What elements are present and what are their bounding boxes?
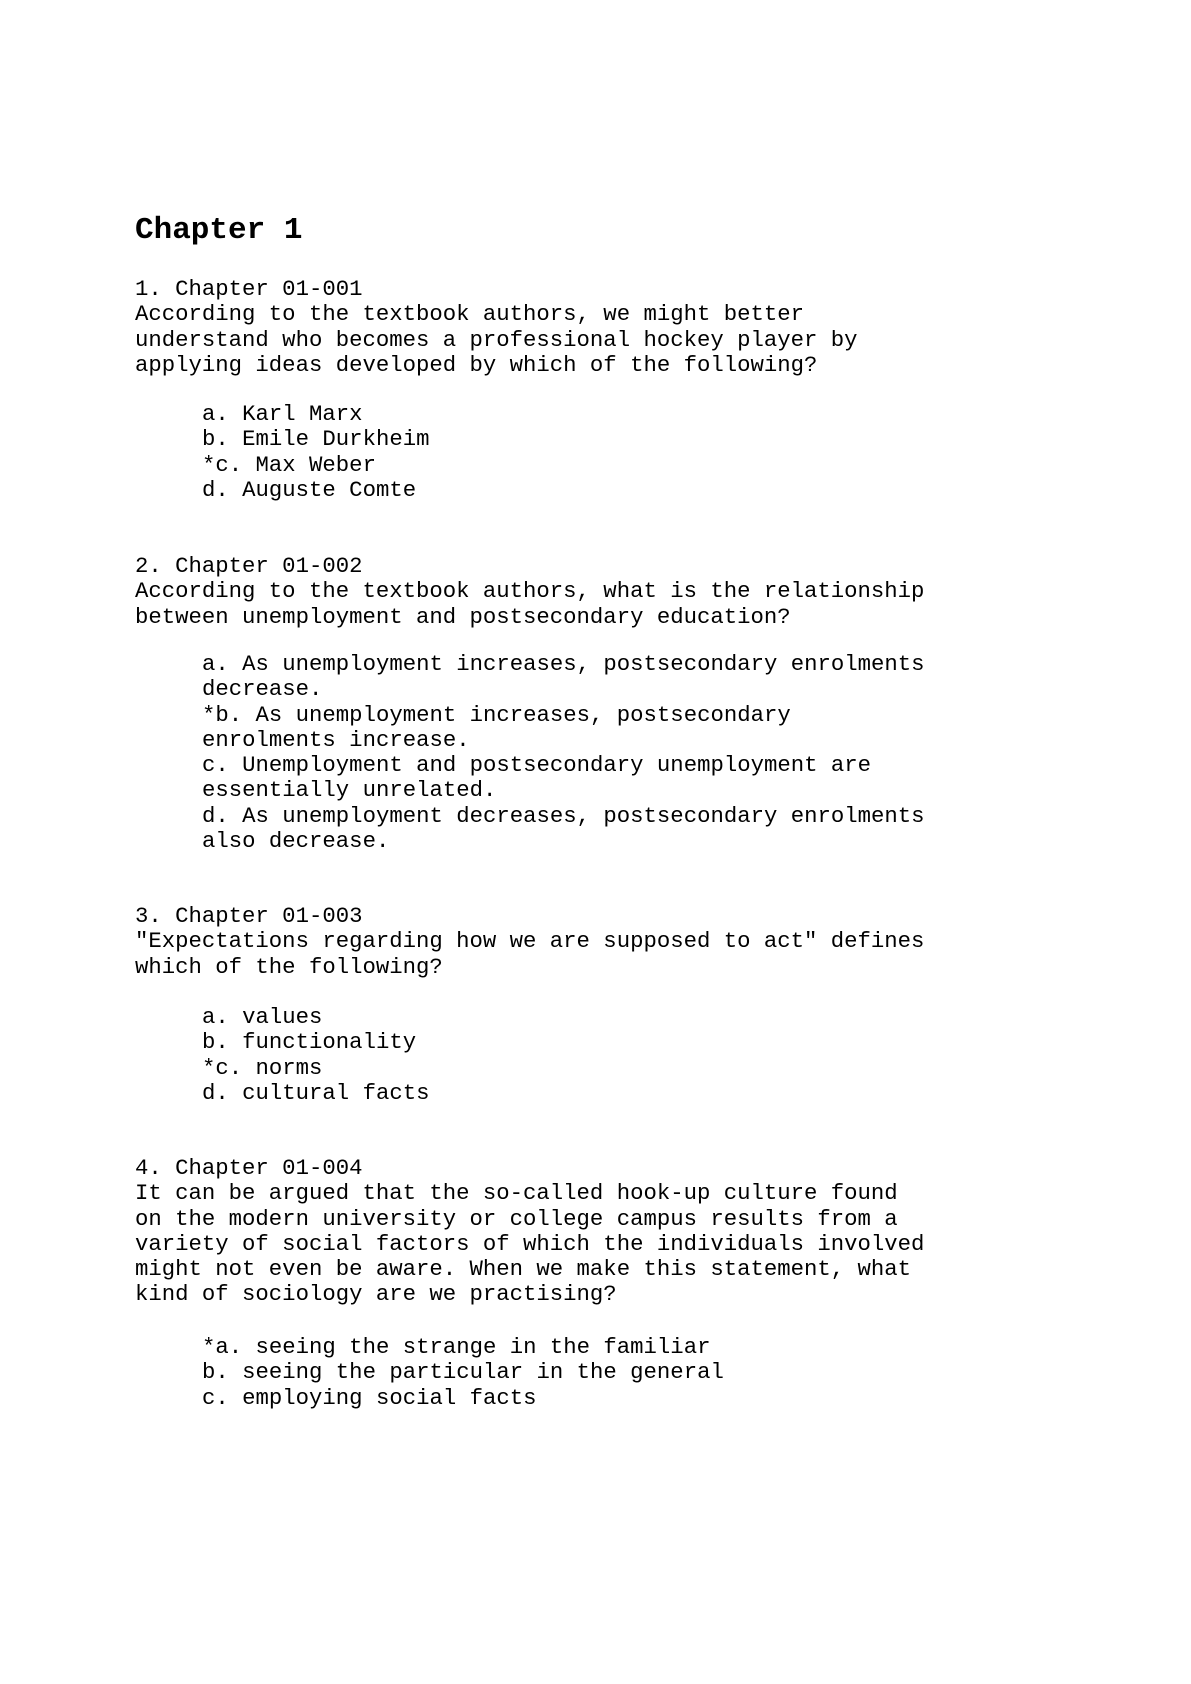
- option: d. Auguste Comte: [202, 476, 417, 503]
- option: also decrease.: [202, 828, 390, 855]
- option: a. Karl Marx: [202, 401, 363, 427]
- question-header: 3. Chapter 01-003: [135, 903, 363, 929]
- option: a. values: [202, 1004, 323, 1030]
- option: essentially unrelated.: [202, 777, 497, 804]
- question-3-options: [202, 1005, 429, 1106]
- question-text: According to the textbook authors, what is the relationship: [135, 578, 925, 605]
- question-2-options: [202, 652, 925, 854]
- question-text: on the modern university or college campus results from a: [135, 1205, 898, 1232]
- question-header: 4. Chapter 01-004: [135, 1155, 363, 1181]
- question-text: According to the textbook authors, we might better: [135, 301, 805, 328]
- question-text: applying ideas developed by which of the following?: [135, 351, 818, 378]
- option: *a. seeing the strange in the familiar: [202, 1334, 711, 1360]
- question-text: which of the following?: [135, 953, 443, 980]
- question-text: might not even be aware. When we make this statement, what: [135, 1256, 912, 1283]
- question-1: [135, 277, 858, 378]
- option: d. cultural facts: [202, 1079, 430, 1106]
- option: d. As unemployment decreases, postsecondary enrolments: [202, 802, 925, 829]
- question-text: between unemployment and postsecondary education?: [135, 603, 791, 630]
- question-text: variety of social factors of which the individuals involved: [135, 1230, 925, 1257]
- question-text: "Expectations regarding how we are supposed to act" defines: [135, 928, 925, 955]
- chapter-title: Chapter 1: [135, 213, 303, 248]
- option: decrease.: [202, 676, 323, 703]
- option: *c. Max Weber: [202, 451, 376, 478]
- question-3: [135, 904, 924, 980]
- option: b. functionality: [202, 1029, 417, 1056]
- option: a. As unemployment increases, postsecondary enrolments: [202, 651, 925, 677]
- option: b. Emile Durkheim: [202, 426, 430, 453]
- question-text: It can be argued that the so-called hook-up culture found: [135, 1180, 898, 1207]
- question-header: 2. Chapter 01-002: [135, 553, 363, 579]
- question-text: understand who becomes a professional hockey player by: [135, 326, 858, 353]
- question-1-options: [202, 402, 429, 503]
- option: *c. norms: [202, 1054, 323, 1081]
- question-header: 1. Chapter 01-001: [135, 276, 363, 302]
- option: b. seeing the particular in the general: [202, 1359, 724, 1386]
- option: c. Unemployment and postsecondary unemployment are: [202, 752, 872, 779]
- question-2: [135, 554, 924, 630]
- option: enrolments increase.: [202, 726, 470, 753]
- option: *b. As unemployment increases, postsecondary: [202, 701, 791, 728]
- question-4-options: [202, 1335, 724, 1411]
- question-text: kind of sociology are we practising?: [135, 1281, 617, 1308]
- option: c. employing social facts: [202, 1384, 537, 1411]
- question-4: [135, 1156, 924, 1308]
